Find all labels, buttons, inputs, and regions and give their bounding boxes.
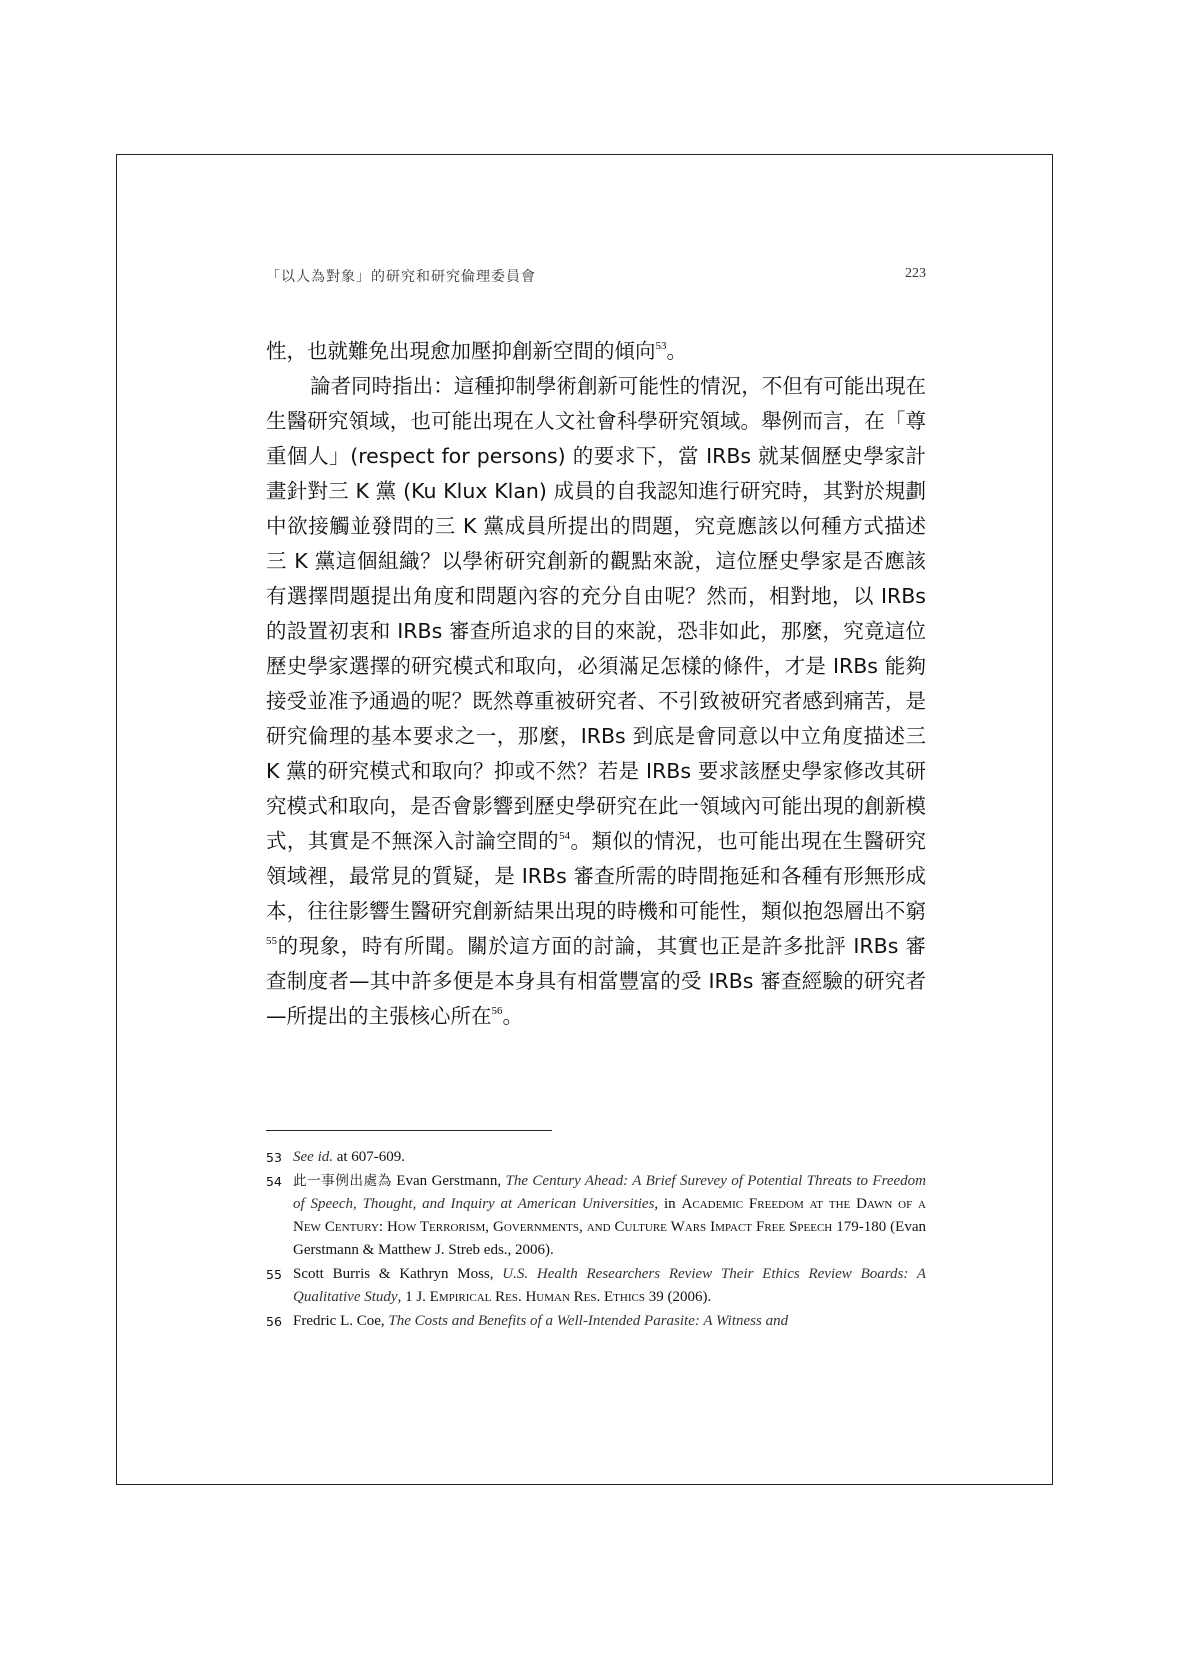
footnote-ref: 53: [655, 340, 667, 352]
footnote-ref: 55: [266, 935, 277, 947]
running-title: 「以人為對象」的研究和研究倫理委員會: [266, 269, 536, 285]
paragraph-text: 。: [666, 339, 687, 363]
paragraph-text: 。: [502, 1004, 523, 1028]
main-text: [266, 334, 926, 1034]
footnote-number: 54: [266, 1174, 282, 1189]
footnote-text: 此一事例出處為: [293, 1173, 392, 1189]
footnote-text: 179-180 (Evan Gerstmann & Matthew J. Streb eds., 2006).: [293, 1219, 926, 1258]
footnote-text: Evan Gerstmann,: [391, 1173, 506, 1189]
footnote-text: See id.: [293, 1149, 333, 1165]
footnote-divider: [266, 1130, 552, 1131]
paragraph-text: 性，也就難免出現愈加壓抑創新空間的傾向: [266, 339, 656, 363]
footnote-text: Empirical Res. Human Res. Ethics: [429, 1289, 645, 1305]
footnote-text: at 607-609.: [332, 1149, 406, 1165]
paragraph-text: 的現象，時有所聞。關於這方面的討論，其實也正是許多批評 IRBs 審查制度者—其中許多便是本身具有相當豐富的受 IRBs 審查經驗的研究者—所提出的主張核心所在: [266, 934, 926, 1028]
page-number: 223: [905, 266, 926, 281]
footnote-text: The Century Ahead: A Brief Surevey of Potential Threats to Freedom of Speech, Thought, and Inquiry at American Universities: [293, 1173, 927, 1212]
footnote-text: , in: [654, 1196, 682, 1212]
footnote-number: 55: [266, 1267, 282, 1282]
paragraph-2: [266, 369, 926, 1034]
footnote-text: Scott Burris & Kathryn Moss,: [293, 1266, 503, 1282]
footnote-number: 56: [266, 1314, 282, 1329]
footnote-text: Academic Freedom at the Dawn of a New Century: How Terrorism, Governments, and Culture Wars Impact Free Speech: [293, 1196, 926, 1235]
footnote-56: [266, 1310, 926, 1333]
footnote-text: The Costs and Benefits of a Well-Intended Parasite: A Witness and: [388, 1313, 789, 1329]
footnote-text: , 1 J.: [397, 1289, 430, 1305]
footnote-54: [266, 1170, 926, 1262]
paragraph-text: 論者同時指出：這種抑制學術創新可能性的情況，不但有可能出現在生醫研究領域，也可能出現在人文社會科學研究領域。舉例而言，在「尊重個人」(respect for persons) 的要求下，當 IRBs 就某個歷史學家計畫針對三 K 黨 (Ku Klux Klan) 成員的自我認知進行研究時，其對於規劃中欲接觸並發問的三 K 黨成員所提出的問題，究竟應該以何種方式描述三 K 黨這個組織？以學術研究創新的觀點來說，這位歷史學家是否應該有選擇問題提出角度和問題內容的充分自由呢？然而，相對地，以 IRBs 的設置初衷和 IRBs 審查所追求的目的來說，恐非如此，那麼，究竟這位歷史學家選擇的研究模式和取向，必須滿足怎樣的條件，才是 IRBs 能夠接受並准予通過的呢？既然尊重被研究者、不引致被研究者感到痛苦，是研究倫理的基本要求之一，那麼，IRBs 到底是會同意以中立角度描述三 K 黨的研究模式和取向？抑或不然？若是 IRBs 要求該歷史學家修改其研究模式和取向，是否會影響到歷史學研究在此一領域內可能出現的創新模式，其實是不無深入討論空間的: [266, 374, 926, 853]
paragraph-text: 。類似的情況，也可能出現在生醫研究領域裡，最常見的質疑，是 IRBs 審查所需的時間拖延和各種有形無形成本，往往影響生醫研究創新結果出現的時機和可能性，類似抱怨層出不窮: [266, 829, 927, 923]
footnote-text: 39 (2006).: [644, 1289, 712, 1305]
footnote-53: [266, 1146, 926, 1169]
footnote-text: U.S. Health Researchers Review Their Ethics Review Boards: A Qualitative Study: [293, 1266, 927, 1305]
footnote-ref: 54: [559, 830, 571, 842]
paragraph-1: [266, 334, 926, 369]
footnotes: [266, 1146, 926, 1334]
footnote-text: Fredric L. Coe,: [293, 1313, 389, 1329]
footnote-ref: 56: [491, 1005, 503, 1017]
footnote-55: [266, 1263, 926, 1309]
running-header: [266, 266, 926, 286]
footnote-number: 53: [266, 1150, 282, 1165]
